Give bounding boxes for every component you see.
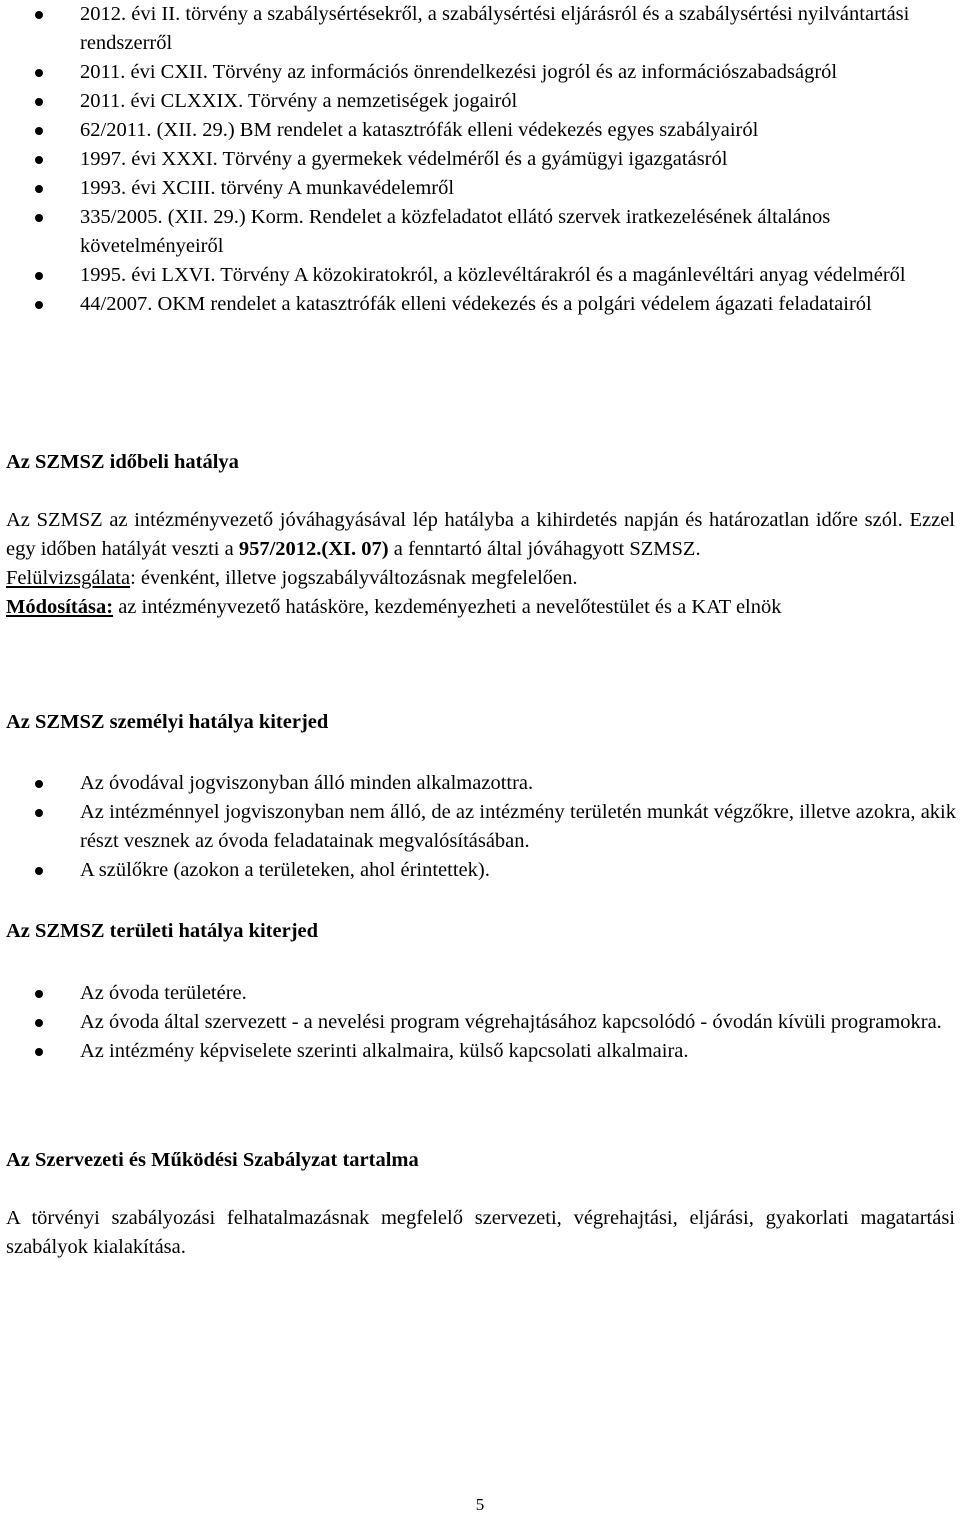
list-item: 1997. évi XXXI. Törvény a gyermekek védelméről és a gyámügyi igazgatásról <box>6 145 956 174</box>
territorial-scope-list <box>6 979 956 1066</box>
list-item: A szülőkre (azokon a területeken, ahol érintettek). <box>6 856 956 885</box>
contents-heading: Az Szervezeti és Működési Szabályzat tartalma <box>6 1149 419 1171</box>
list-item: 2012. évi II. törvény a szabálysértésekről, a szabálysértési eljárásról és a szabálysértési nyilvántartási rendszerről <box>6 0 956 58</box>
contents-body <box>6 1204 955 1262</box>
time-scope-body <box>6 506 955 622</box>
list-item: Az óvoda által szervezett - a nevelési program végrehajtásához kapcsolódó - óvodán kívüli programokra. <box>6 1008 956 1037</box>
bullet-icon <box>35 69 43 77</box>
list-item: 44/2007. OKM rendelet a katasztrófák elleni védekezés és a polgári védelem ágazati feladatairól <box>6 290 956 319</box>
personal-scope-heading: Az SZMSZ személyi hatálya kiterjed <box>6 711 329 733</box>
list-item: 1995. évi LXVI. Törvény A közokiratokról, a közlevéltárakról és a magánlevéltári anyag védelméről <box>6 261 956 290</box>
contents-paragraph: A törvényi szabályozási felhatalmazásnak megfelelő szervezeti, végrehajtási, eljárási, gyakorlati magatartási szabályok kialakítása. <box>6 1207 955 1258</box>
bullet-icon <box>35 301 43 309</box>
bullet-icon <box>35 809 43 817</box>
amendment-label: Módosítása: <box>6 596 114 618</box>
bullet-icon <box>35 11 43 19</box>
bullet-icon <box>35 127 43 135</box>
bullet-icon <box>35 1019 43 1027</box>
list-item: Az intézmény képviselete szerinti alkalmaira, külső kapcsolati alkalmaira. <box>6 1037 956 1066</box>
list-item: 2011. évi CXII. Törvény az információs önrendelkezési jogról és az információszabadságról <box>6 58 956 87</box>
bullet-icon <box>35 214 43 222</box>
bullet-icon <box>35 780 43 788</box>
page-number: 5 <box>475 1495 485 1514</box>
territorial-scope-heading: Az SZMSZ területi hatálya kiterjed <box>6 920 319 942</box>
time-scope-paragraph: Az SZMSZ az intézményvezető jóváhagyásával lép hatályba a kihirdetés napján és határozatlan időre szól. Ezzel egy időben hatályát veszti a 957/2012.(XI. 07) a fenntartó által jóváhagyott SZMSZ. <box>6 509 955 560</box>
personal-scope-list <box>6 769 956 885</box>
bullet-icon <box>35 156 43 164</box>
bullet-icon <box>35 272 43 280</box>
bullet-icon <box>35 990 43 998</box>
list-item: Az intézménnyel jogviszonyban nem álló, de az intézmény területén munkát végzőkre, illetve azokra, akik részt vesznek az óvoda feladatainak megvalósításában. <box>6 798 956 856</box>
time-scope-heading: Az SZMSZ időbeli hatálya <box>6 451 239 473</box>
bullet-icon <box>35 867 43 875</box>
bullet-icon <box>35 1048 43 1056</box>
bullet-icon <box>35 98 43 106</box>
list-item: 62/2011. (XII. 29.) BM rendelet a katasztrófák elleni védekezés egyes szabályairól <box>6 116 956 145</box>
list-item: 1993. évi XCIII. törvény A munkavédelemről <box>6 174 956 203</box>
list-item: Az óvoda területére. <box>6 979 956 1008</box>
list-item: 2011. évi CLXXIX. Törvény a nemzetiségek jogairól <box>6 87 956 116</box>
review-paragraph: Felülvizsgálata: évenként, illetve jogszabályváltozásnak megfelelően. <box>6 567 578 589</box>
list-item: Az óvodával jogviszonyban álló minden alkalmazottra. <box>6 769 956 798</box>
legislation-list <box>6 0 956 319</box>
previous-szmsz-number: 957/2012.(XI. 07) <box>238 538 389 560</box>
review-label: Felülvizsgálata <box>6 567 131 589</box>
bullet-icon <box>35 185 43 193</box>
amendment-paragraph: Módosítása: az intézményvezető hatásköre, kezdeményezheti a nevelőtestület és a KAT elnök <box>6 596 782 618</box>
list-item: 335/2005. (XII. 29.) Korm. Rendelet a közfeladatot ellátó szervek iratkezelésének általános követelményeiről <box>6 203 956 261</box>
